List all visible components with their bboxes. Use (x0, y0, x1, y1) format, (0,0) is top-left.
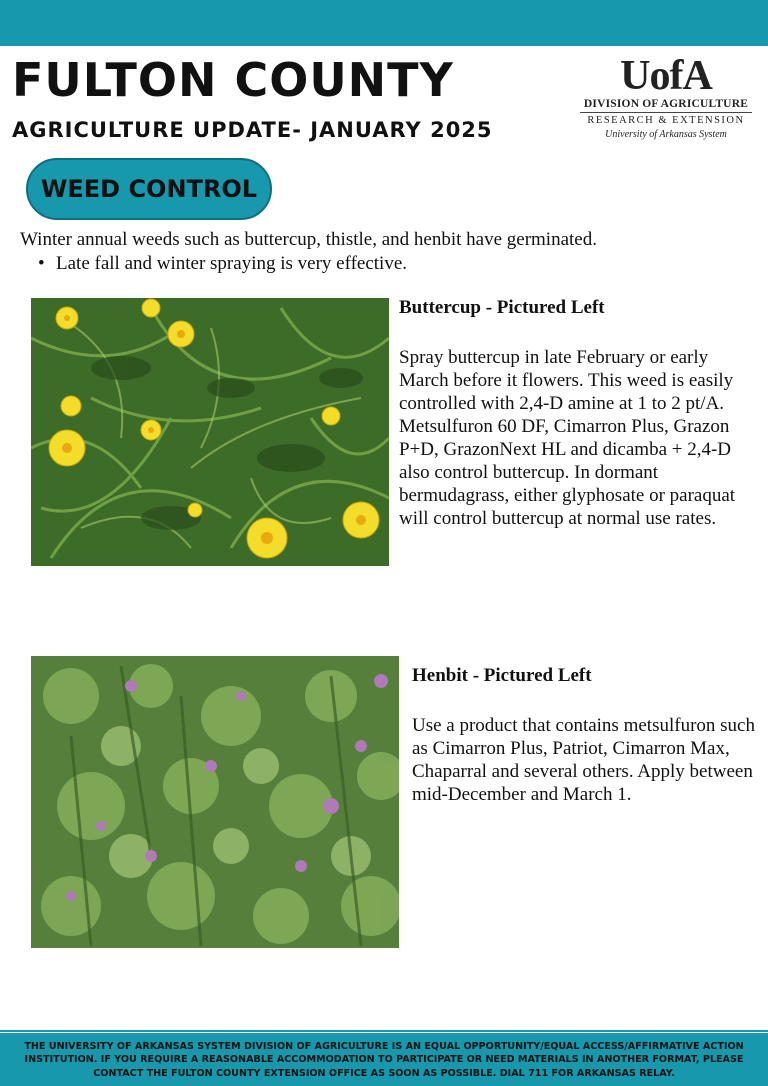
section-label: WEED CONTROL (40, 175, 258, 203)
section-label-pill (26, 158, 272, 220)
logo-system-text: University of Arkansas System (605, 129, 727, 140)
buttercup-photo (31, 298, 389, 566)
buttercup-body: Spray buttercup in late February or early March before it flowers. This weed is easily controlled with 2,4-D amine at 1 to 2 pt/A. Metsulfuron 60 DF, Cimarron Plus, Grazon P+D, GrazonNext HL and dicamba + 2,4-D also control buttercup. In dormant bermudagrass, either glyphosate or paraquat will control buttercup at normal use rates. (399, 347, 736, 529)
henbit-illustration (31, 656, 399, 948)
bullet-item (38, 252, 407, 276)
buttercup-heading: Buttercup - Pictured Left (399, 297, 605, 318)
top-banner (0, 0, 768, 46)
uofa-logo (576, 54, 756, 154)
logo-research-text: RESEARCH & EXTENSION (587, 115, 745, 126)
bullet-text: Late fall and winter spraying is very effective. (56, 253, 408, 274)
page-subtitle: AGRICULTURE UPDATE- JANUARY 2025 (12, 118, 493, 142)
logo-division-text: DIVISION OF AGRICULTURE (580, 98, 752, 113)
henbit-photo (31, 656, 399, 948)
buttercup-illustration (31, 298, 389, 566)
footer-disclaimer: THE UNIVERSITY OF ARKANSAS SYSTEM DIVISION OF AGRICULTURE IS AN EQUAL OPPORTUNITY/EQUAL ACCESS/AFFIRMATIVE ACTION INSTITUTION. IF YOU REQUIRE A REASONABLE ACCOMMODATION TO PARTICIPATE OR NEED MATERIALS IN ANOTHER FORMAT, PLEASE CONTACT THE FULTON COUNTY EXTENSION OFFICE AS SOON AS POSSIBLE. DIAL 711 FOR ARKANSAS RELAY. (24, 1041, 744, 1079)
henbit-heading: Henbit - Pictured Left (412, 665, 592, 686)
page-title: FULTON COUNTY (12, 53, 454, 107)
bullet-dot: • (38, 253, 45, 274)
intro-text: Winter annual weeds such as buttercup, thistle, and henbit have germinated. (20, 229, 597, 250)
henbit-body: Use a product that contains metsulfuron such as Cimarron Plus, Patriot, Cimarron Max, Chaparral and several others. Apply between mid-December and March 1. (412, 715, 755, 805)
logo-mark: UofA (620, 53, 712, 99)
top-banner-divider (0, 46, 768, 48)
footer-banner (0, 1033, 768, 1086)
footer-divider (0, 1030, 768, 1032)
